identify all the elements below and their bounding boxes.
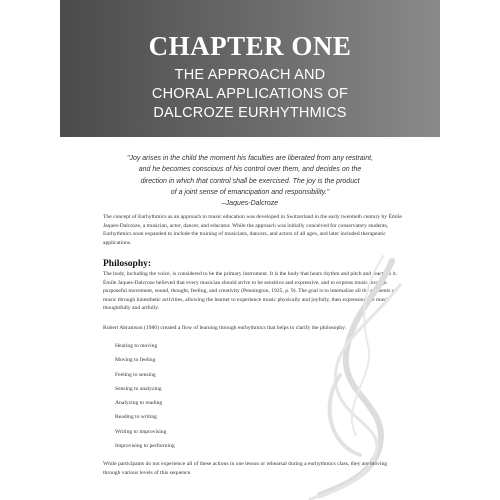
chapter-title-line-2: CHORAL APPLICATIONS OF [151,86,349,102]
list-item: Writing to improvising [115,428,167,435]
list-item: Reading to writing [115,414,157,421]
chapter-title-line-3: DALCROZE EURHYTHMICS [153,105,347,121]
epigraph-quote [100,153,400,209]
chapter-header-banner [60,0,440,137]
chapter-number: CHAPTER ONE [148,31,352,61]
list-item: Hearing to moving [115,343,158,349]
quote-line-3: direction in which that control shall be exercised. The joy is the product [140,177,360,185]
list-item: Sensing to analyzing [115,385,162,392]
abramson-paragraph: Robert Abramson (1980) created a flow of learning through eurhythmics that helps to clarify the philosophy: [103,325,347,331]
quote-attribution: –Jaques-Dalcroze [221,200,279,208]
section-heading-philosophy: Philosophy: [103,259,152,269]
closing-paragraph: While participants do not experience all of these actions in one lesson or rehearsal during a eurhythmics class, they are moving through various levels of this sequence. [103,461,388,476]
list-item: Moving to feeling [115,357,156,364]
philosophy-paragraph: The body, including the voice, is considered to be the primary instrument. It is the body that hears rhythm and pitch and reacts to it. Émile Jaques-Dalcroze believed that every musician should strive to be sensitive and expressive, and to express music through purposeful movement, sound, thought, feeling, and creativity (Pennington, 1925, p. 9). The goal is to internalize all the elements of music through kinesthetic activities, allowing the learner to experience music physically and joyfully, then expressing the music thoughtfully and artfully. [103,271,398,312]
chapter-title [60,66,440,123]
list-item: Improvising to performing [115,443,175,450]
quote-line-4: of a joint sense of emancipation and responsibility." [170,188,330,196]
quote-line-1: "Joy arises in the child the moment his faculties are liberated from any restraint, [126,155,374,162]
list-item: Feeling to sensing [115,371,156,378]
quote-line-2: and he becomes conscious of his control over them, and decides on the [138,166,362,174]
learning-flow-list [115,342,255,456]
intro-paragraph: The concept of Eurhythmics as an approach to music education was developed in Switzerland in the early twentieth century by Émile Jaques-Dalcroze, a musician, actor, dancer, and educator. While the approach was initially conceived for conservatory students, Eurhythmics soon expanded to include the training of musicians, dancers, and actors of all ages, and later included therapeutic applications. [103,214,402,246]
list-item: Analyzing to reading [115,400,163,407]
chapter-title-line-1: THE APPROACH AND [174,67,326,83]
